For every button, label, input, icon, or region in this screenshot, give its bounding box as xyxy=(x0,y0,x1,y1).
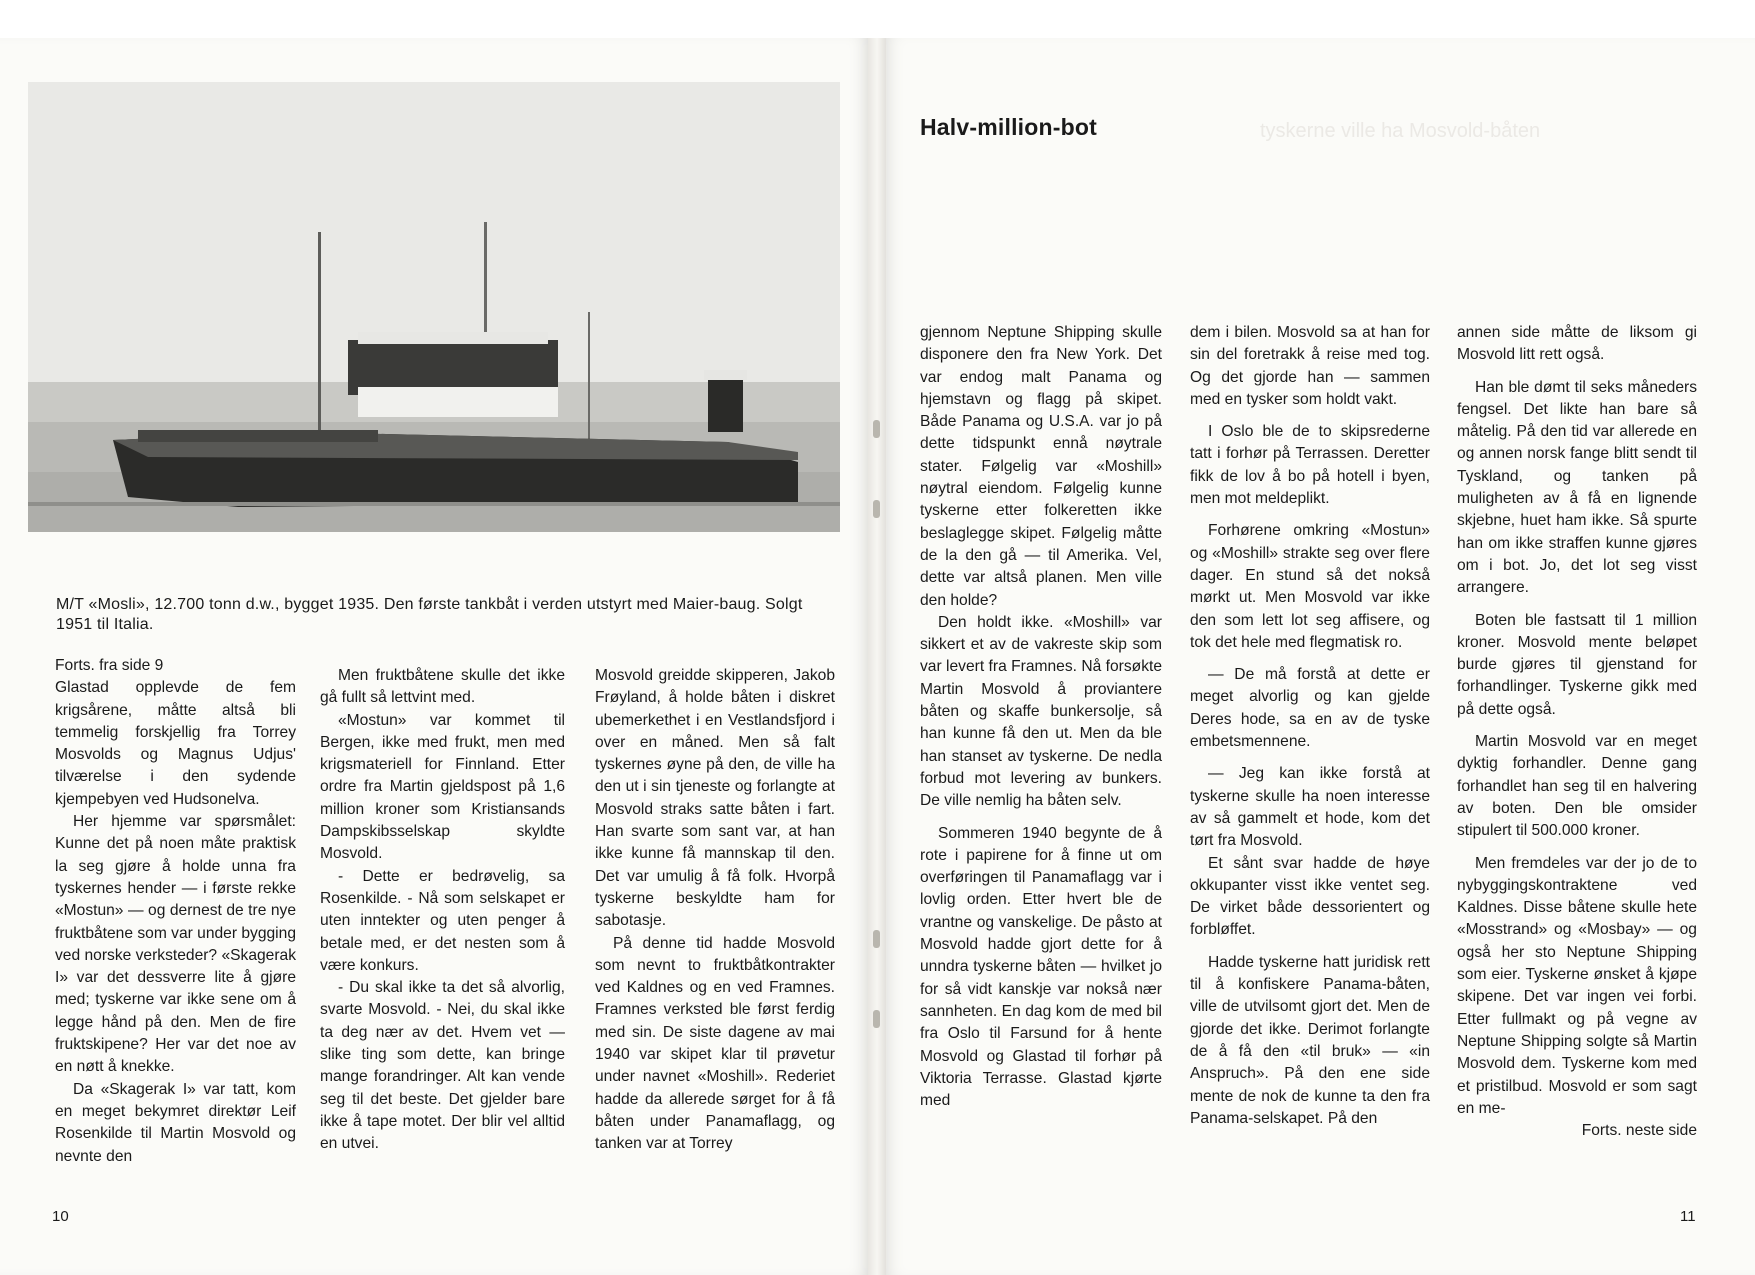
staple xyxy=(873,500,880,518)
continued-from: Forts. fra side 9 xyxy=(55,657,164,674)
paragraph: Her hjemme var spørsmålet: Kunne det på noen måte praktisk la seg gjøre å holde unna fra tyskernes hender — i første rekke «Mostun» — og dernest de tre nye fruktbåtene som var under bygging ved norske verksteder? «Skagerak I» var det dessverre lite å gjøre med; tyskerne var ikke sene om å legge hånd på den. Men de fire fruktskipene? Her var det noe av en nøtt å knekke. xyxy=(55,813,296,1076)
paragraph: Mosvold greidde skipperen, Jakob Frøyland, å holde båten i diskret ubemerkethet i en Vestlandsfjord i over en måned. Men så falt tyskernes øyne på den, de ville ha den ut i sin tjeneste og forlangte at Mosvold straks satte båten i fart. Han svarte som sant var, at han ikke kunne få mannskap til den. Det var umulig å få folk. Hvorpå tyskerne beskyldte ham for sabotasje. xyxy=(595,667,835,930)
staple xyxy=(873,420,880,438)
staple xyxy=(873,1010,880,1028)
paragraph: annen side måtte de liksom gi Mosvold litt rett også. xyxy=(1457,324,1697,364)
paragraph: - Dette er bedrøvelig, sa Rosenkilde. - Nå som selskapet er uten inntekter og uten penger å betale med, er det nesten som å være konkurs. xyxy=(320,867,565,974)
paragraph: Men fruktbåtene skulle det ikke gå fullt så lettvint med. xyxy=(320,667,565,707)
left-column-2 xyxy=(320,665,565,1156)
page-number: 11 xyxy=(1680,1208,1696,1225)
right-column-1 xyxy=(920,322,1162,1112)
paragraph: Men fremdeles var der jo de to nybyggingskontraktene ved Kaldnes. Disse båtene skulle hete «Mosstrand» og «Mosbay» — og også her sto Neptune Shipping som eier. Tyskerne ønsket å kjøpe skipene. Det var ingen vei forbi. Etter fullmakt og på vegne av Neptune Shipping solgte så Martin Mosvold dem. Tyskerne kom med et pristilbud. Mosvold er som sagt en me- xyxy=(1457,854,1697,1117)
paragraph: Den holdt ikke. «Moshill» var sikkert et av de vakreste skip som var levert fra Framnes. Nå forsøkte Martin Mosvold å proviantere båten og skaffe bunkersolje, så han kunne få den ut. Men da ble han stanset av tyskerne. De nedla forbud mot levering av bunkers. De ville nemlig ha båten selv. xyxy=(920,613,1162,810)
photo-caption: M/T «Mosli», 12.700 tonn d.w., bygget 1935. Den første tankbåt i verden utstyrt med Maier-baug. Solgt 1951 til Italia. xyxy=(56,596,803,633)
paragraph: — De må forstå at dette er meget alvorlig og kan gjelde Deres hode, sa en av de tyske embetsmennene. xyxy=(1190,666,1430,751)
staple xyxy=(873,930,880,948)
book-gutter xyxy=(868,38,886,1275)
left-column-1 xyxy=(55,655,296,1168)
paragraph: I Oslo ble de to skipsrederne tatt i forhør på Terrassen. Deretter fikk de lov å bo på hotell i byen, men mot meldeplikt. xyxy=(1190,423,1430,508)
paragraph: Boten ble fastsatt til 1 million kroner. Mosvold mente beløpet burde gjøres til gjenstand for forhandlinger. Tyskerne gikk med på dette også. xyxy=(1457,611,1697,718)
page-title: Halv-million-bot xyxy=(920,114,1097,140)
paragraph: - Du skal ikke ta det så alvorlig, svarte Mosvold. - Nei, du skal ikke ta deg nær av det. Hvem vet — slike ting som dette, kan bringe mange forandringer. Alt kan vende seg til det beste. Det gjelder bare ikke å tape motet. Der blir vel alltid en utvei. xyxy=(320,979,565,1153)
paragraph: Da «Skagerak I» var tatt, kom en meget bekymret direktør Leif Rosenkilde til Martin Mosvold og nevnte den xyxy=(55,1080,296,1165)
continued-on: Forts. neste side xyxy=(1581,1122,1697,1140)
paragraph: Martin Mosvold var en meget dyktig forhandler. Denne gang forhandlet han seg til en halvering av boten. Den ble omsider stipulert til 500.000 kroner. xyxy=(1457,733,1697,840)
paragraph: Forhørene omkring «Mostun» og «Moshill» strakte seg over flere dager. En stund så det nokså mørkt ut. Men Mosvold var ikke den som lett lot seg affisere, og tok det hele med flegmatisk ro. xyxy=(1190,522,1430,651)
right-column-3 xyxy=(1457,322,1697,1142)
right-column-2 xyxy=(1190,322,1430,1130)
paragraph: Et sånt svar hadde de høye okkupanter visst ikke ventet seg. De virket både dessorientert og forbløffet. xyxy=(1190,854,1430,939)
paragraph: Han ble dømt til seks måneders fengsel. Det likte han bare så måtelig. På den tid var allerede en og annen norsk fange blitt sendt til Tyskland, og tanken på muligheten av å få en lignende skjebne, huet ham ikke. Så spurte han om ikke straffen kunne gjøres om i bot. Jo, det lot seg visst arrangere. xyxy=(1457,378,1697,597)
paragraph: — Jeg kan ikke forstå at tyskerne skulle ha noen interesse av så gammelt et hode, kom det tørt fra Mosvold. xyxy=(1190,765,1430,850)
page-number: 10 xyxy=(52,1208,69,1225)
paragraph: «Mostun» var kommet til Bergen, ikke med frukt, men med krigsmateriell for Finnland. Etter ordre fra Martin gjeldspost på 1,6 million kroner som Kristiansands Dampskibsselskap skyldte Mosvold. xyxy=(320,711,565,863)
paragraph: Sommeren 1940 begynte de å rote i papirene for å finne ut om overføringen til Panamaflagg var i lovlig orden. Etter hvert ble de vrantne og vanskelige. De påsto at Mosvold hadde gjort dette for å unndra tyskerne båten — hvilket jo for så vidt kanskje var nokså nær sannheten. En dag kom de med bil fra Oslo til Farsund for å hente Mosvold og Glastad til forhør på Viktoria Terrasse. Glastad kjørte med xyxy=(920,824,1162,1110)
paragraph: gjennom Neptune Shipping skulle disponere den fra New York. Det var endog malt Panama og hjemstavn og flagg på skipet. Både Panama og U.S.A. var jo på dette tidspunkt ennå nøytrale stater. Følgelig var «Moshill» nøytral eiendom. Følgelig kunne tyskerne etter folkeretten ikke beslaglegge skipet. Følgelig måtte de la den gå — til Amerika. Vel, dette var altså planen. Men ville den holde? xyxy=(920,324,1162,609)
paragraph: På denne tid hadde Mosvold som nevnt to fruktbåtkontrakter ved Kaldnes og en ved Framnes. Framnes verksted ble først ferdig med sin. De siste dagene av mai 1940 var skipet klar til prøvetur under navnet «Moshill». Rederiet hadde da allerede sørget for å få båten under Panamaflagg, og tanken var at Torrey xyxy=(595,934,835,1153)
paragraph: dem i bilen. Mosvold sa at han for sin del foretrakk å reise med tog. Og det gjorde han — sammen med en tysker som holdt vakt. xyxy=(1190,324,1430,408)
left-column-3 xyxy=(595,665,835,1156)
show-through-text: tyskerne ville ha Mosvold-båten xyxy=(1260,120,1541,142)
paragraph: Glastad opplevde de fem krigsårene, måtte altså bli temmelig forskjellig fra Torrey Mosvolds og Magnus Udjus' tilværelse i den sydende kjempebyen ved Hudsonelva. xyxy=(55,679,296,808)
ship-photo xyxy=(28,82,840,532)
paragraph: Hadde tyskerne hatt juridisk rett til å konfiskere Panama-båten, ville de utvilsomt gjort det. Men de gjorde det ikke. Derimot forlangte de å få den «til bruk» — «in Anspruch». På den ene side mente de nok de kunne ta den fra Panama-selskapet. På den xyxy=(1190,953,1430,1127)
